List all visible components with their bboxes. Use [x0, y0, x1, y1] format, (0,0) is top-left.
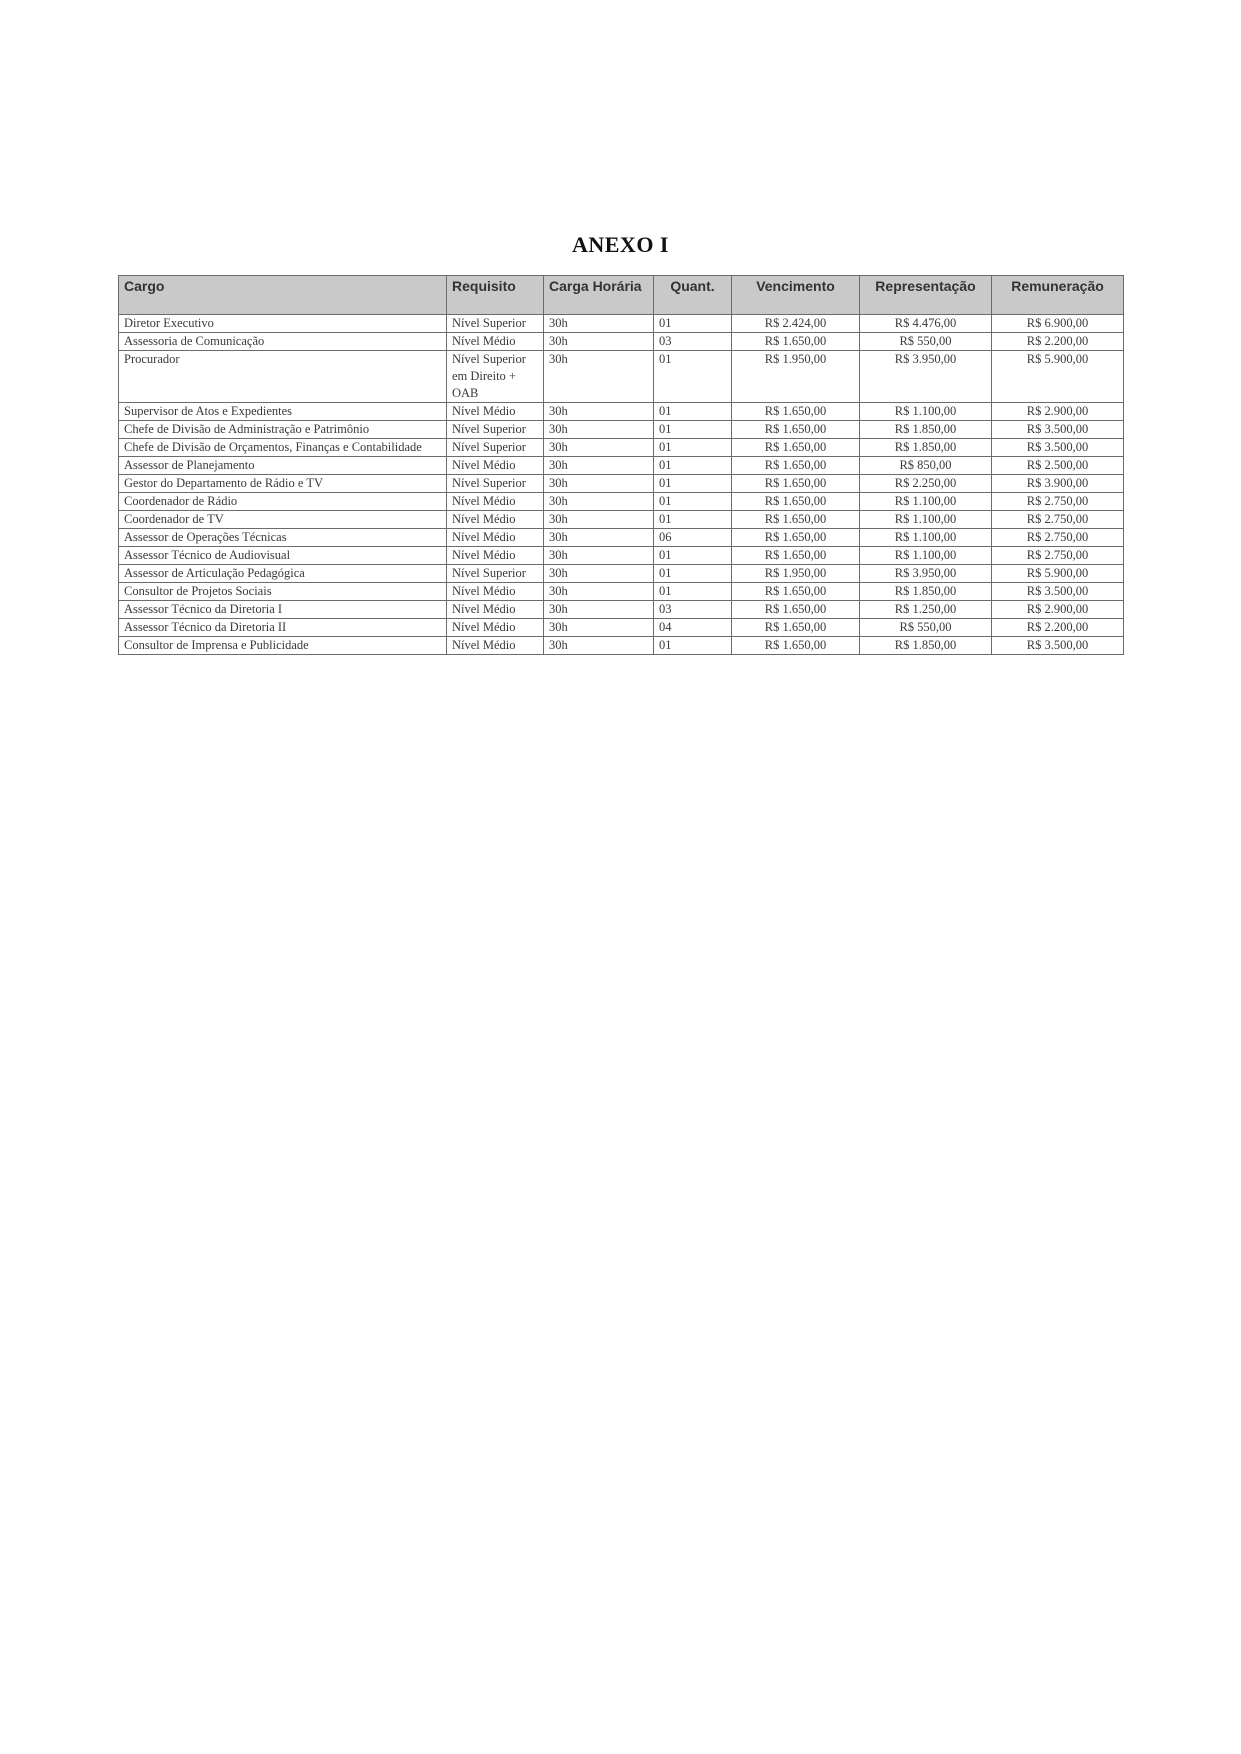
column-header-carga-horaria: Carga Horária [544, 276, 654, 315]
column-header-cargo: Cargo [119, 276, 447, 315]
cell-requisito: Nível Médio [447, 403, 544, 421]
cell-vencimento: R$ 1.650,00 [732, 493, 860, 511]
cell-carga-horaria: 30h [544, 601, 654, 619]
cell-representacao: R$ 1.100,00 [860, 511, 992, 529]
cell-cargo: Assessor de Articulação Pedagógica [119, 565, 447, 583]
column-header-requisito: Requisito [447, 276, 544, 315]
cell-remuneracao: R$ 5.900,00 [992, 565, 1124, 583]
table-row [119, 333, 1124, 351]
cell-cargo: Supervisor de Atos e Expedientes [119, 403, 447, 421]
table-row [119, 315, 1124, 333]
cell-representacao: R$ 1.850,00 [860, 439, 992, 457]
cell-cargo: Procurador [119, 351, 447, 403]
cell-remuneracao: R$ 3.500,00 [992, 583, 1124, 601]
cell-cargo: Gestor do Departamento de Rádio e TV [119, 475, 447, 493]
table-row [119, 637, 1124, 655]
column-header-representacao: Representação [860, 276, 992, 315]
table-row [119, 547, 1124, 565]
cell-cargo: Consultor de Projetos Sociais [119, 583, 447, 601]
cell-requisito: Nível Médio [447, 511, 544, 529]
cell-carga-horaria: 30h [544, 421, 654, 439]
cell-quant: 01 [654, 457, 732, 475]
cell-requisito: Nível Superior [447, 315, 544, 333]
cell-carga-horaria: 30h [544, 351, 654, 403]
cell-cargo: Diretor Executivo [119, 315, 447, 333]
table-row [119, 493, 1124, 511]
cell-quant: 01 [654, 421, 732, 439]
cell-carga-horaria: 30h [544, 547, 654, 565]
cell-remuneracao: R$ 2.200,00 [992, 619, 1124, 637]
cell-cargo: Chefe de Divisão de Administração e Patrimônio [119, 421, 447, 439]
cell-vencimento: R$ 1.650,00 [732, 529, 860, 547]
cell-representacao: R$ 1.850,00 [860, 583, 992, 601]
cell-vencimento: R$ 1.650,00 [732, 583, 860, 601]
cell-carga-horaria: 30h [544, 511, 654, 529]
table-row [119, 619, 1124, 637]
cell-remuneracao: R$ 3.500,00 [992, 439, 1124, 457]
cell-quant: 01 [654, 439, 732, 457]
cell-remuneracao: R$ 6.900,00 [992, 315, 1124, 333]
cell-representacao: R$ 1.850,00 [860, 421, 992, 439]
cell-vencimento: R$ 1.650,00 [732, 511, 860, 529]
cell-representacao: R$ 2.250,00 [860, 475, 992, 493]
cell-representacao: R$ 1.100,00 [860, 403, 992, 421]
cell-representacao: R$ 3.950,00 [860, 565, 992, 583]
document-title: ANEXO I [571, 232, 669, 257]
table-row [119, 439, 1124, 457]
cell-remuneracao: R$ 2.200,00 [992, 333, 1124, 351]
cell-vencimento: R$ 1.650,00 [732, 475, 860, 493]
cell-cargo: Assessor de Operações Técnicas [119, 529, 447, 547]
cell-vencimento: R$ 1.650,00 [732, 601, 860, 619]
cell-quant: 03 [654, 333, 732, 351]
cell-cargo: Chefe de Divisão de Orçamentos, Finanças e Contabilidade [119, 439, 447, 457]
cell-remuneracao: R$ 2.900,00 [992, 403, 1124, 421]
cell-remuneracao: R$ 3.500,00 [992, 637, 1124, 655]
cell-vencimento: R$ 1.650,00 [732, 637, 860, 655]
cell-vencimento: R$ 1.650,00 [732, 439, 860, 457]
cell-carga-horaria: 30h [544, 333, 654, 351]
cell-cargo: Assessor Técnico de Audiovisual [119, 547, 447, 565]
cell-remuneracao: R$ 2.750,00 [992, 511, 1124, 529]
table-row [119, 403, 1124, 421]
cell-requisito: Nível Superior em Direito + OAB [447, 351, 544, 403]
cell-representacao: R$ 550,00 [860, 619, 992, 637]
cell-vencimento: R$ 1.950,00 [732, 565, 860, 583]
cell-remuneracao: R$ 2.750,00 [992, 529, 1124, 547]
cell-vencimento: R$ 1.650,00 [732, 547, 860, 565]
cell-carga-horaria: 30h [544, 583, 654, 601]
cell-requisito: Nível Médio [447, 637, 544, 655]
cell-requisito: Nível Médio [447, 601, 544, 619]
cell-representacao: R$ 1.100,00 [860, 529, 992, 547]
cell-cargo: Assessoria de Comunicação [119, 333, 447, 351]
cell-requisito: Nível Superior [447, 421, 544, 439]
cell-carga-horaria: 30h [544, 637, 654, 655]
cell-representacao: R$ 1.100,00 [860, 493, 992, 511]
table-row [119, 351, 1124, 403]
cell-cargo: Assessor Técnico da Diretoria II [119, 619, 447, 637]
cell-requisito: Nível Superior [447, 565, 544, 583]
cell-representacao: R$ 1.100,00 [860, 547, 992, 565]
cell-quant: 01 [654, 351, 732, 403]
cell-vencimento: R$ 1.650,00 [732, 619, 860, 637]
cell-carga-horaria: 30h [544, 457, 654, 475]
cell-remuneracao: R$ 3.500,00 [992, 421, 1124, 439]
cell-carga-horaria: 30h [544, 475, 654, 493]
cell-requisito: Nível Médio [447, 529, 544, 547]
cell-carga-horaria: 30h [544, 619, 654, 637]
column-header-quant: Quant. [654, 276, 732, 315]
column-header-remuneracao: Remuneração [992, 276, 1124, 315]
cell-cargo: Assessor Técnico da Diretoria I [119, 601, 447, 619]
cell-requisito: Nível Médio [447, 583, 544, 601]
cell-carga-horaria: 30h [544, 315, 654, 333]
cell-carga-horaria: 30h [544, 565, 654, 583]
table-row [119, 565, 1124, 583]
cell-requisito: Nível Médio [447, 493, 544, 511]
table-header-row [119, 276, 1124, 315]
cell-vencimento: R$ 1.650,00 [732, 457, 860, 475]
cell-remuneracao: R$ 5.900,00 [992, 351, 1124, 403]
table-row [119, 511, 1124, 529]
cell-representacao: R$ 4.476,00 [860, 315, 992, 333]
cell-quant: 01 [654, 475, 732, 493]
cell-requisito: Nível Médio [447, 619, 544, 637]
table-row [119, 529, 1124, 547]
cell-remuneracao: R$ 2.750,00 [992, 493, 1124, 511]
table-row [119, 601, 1124, 619]
table-row [119, 421, 1124, 439]
cell-carga-horaria: 30h [544, 439, 654, 457]
cell-cargo: Coordenador de Rádio [119, 493, 447, 511]
cell-representacao: R$ 3.950,00 [860, 351, 992, 403]
cargos-table [118, 275, 1124, 655]
cell-vencimento: R$ 1.950,00 [732, 351, 860, 403]
cell-cargo: Consultor de Imprensa e Publicidade [119, 637, 447, 655]
cell-vencimento: R$ 1.650,00 [732, 333, 860, 351]
cell-representacao: R$ 550,00 [860, 333, 992, 351]
table-body [119, 315, 1124, 655]
table-row [119, 457, 1124, 475]
cell-quant: 01 [654, 565, 732, 583]
cell-representacao: R$ 850,00 [860, 457, 992, 475]
cell-quant: 03 [654, 601, 732, 619]
column-header-vencimento: Vencimento [732, 276, 860, 315]
cell-remuneracao: R$ 2.900,00 [992, 601, 1124, 619]
cell-carga-horaria: 30h [544, 529, 654, 547]
cell-carga-horaria: 30h [544, 403, 654, 421]
cell-vencimento: R$ 2.424,00 [732, 315, 860, 333]
cell-remuneracao: R$ 2.500,00 [992, 457, 1124, 475]
table-row [119, 583, 1124, 601]
cell-quant: 01 [654, 511, 732, 529]
cell-quant: 01 [654, 315, 732, 333]
table-row [119, 475, 1124, 493]
cell-remuneracao: R$ 2.750,00 [992, 547, 1124, 565]
cell-requisito: Nível Superior [447, 475, 544, 493]
cell-representacao: R$ 1.250,00 [860, 601, 992, 619]
cell-quant: 04 [654, 619, 732, 637]
cell-representacao: R$ 1.850,00 [860, 637, 992, 655]
cell-cargo: Coordenador de TV [119, 511, 447, 529]
cell-requisito: Nível Médio [447, 333, 544, 351]
cell-quant: 01 [654, 583, 732, 601]
cell-vencimento: R$ 1.650,00 [732, 421, 860, 439]
cell-requisito: Nível Médio [447, 457, 544, 475]
cell-quant: 01 [654, 403, 732, 421]
cell-carga-horaria: 30h [544, 493, 654, 511]
cell-vencimento: R$ 1.650,00 [732, 403, 860, 421]
cell-cargo: Assessor de Planejamento [119, 457, 447, 475]
cell-quant: 06 [654, 529, 732, 547]
cell-quant: 01 [654, 493, 732, 511]
cell-quant: 01 [654, 547, 732, 565]
cell-remuneracao: R$ 3.900,00 [992, 475, 1124, 493]
cell-quant: 01 [654, 637, 732, 655]
cell-requisito: Nível Médio [447, 547, 544, 565]
cell-requisito: Nível Superior [447, 439, 544, 457]
